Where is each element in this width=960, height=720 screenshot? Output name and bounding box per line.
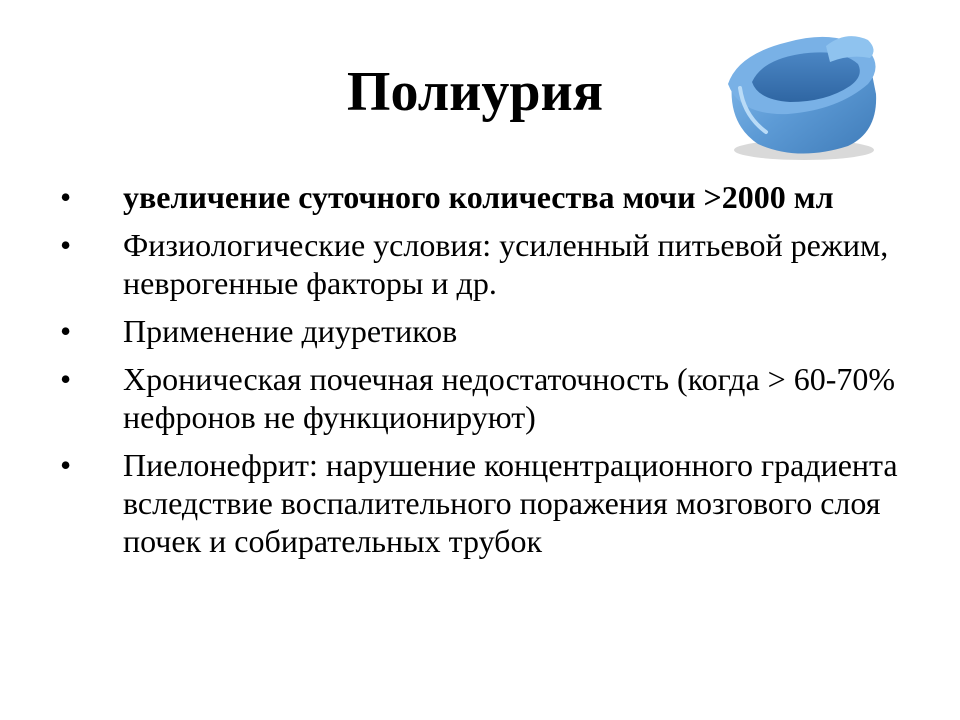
bullet-marker: • xyxy=(60,313,72,349)
bullet-text: Пиелонефрит: нарушение концентрационного градиента вследствие воспалительного поражения мозгового слоя почек и собирательных трубок xyxy=(123,447,898,559)
bullet-marker: • xyxy=(60,179,72,215)
bullet-text: Хроническая почечная недостаточность (когда > 60-70% нефронов не функционируют) xyxy=(123,361,895,435)
bullet-marker: • xyxy=(60,361,72,397)
bullet-item xyxy=(60,446,900,560)
bullet-item xyxy=(60,312,900,350)
bullet-marker: • xyxy=(60,447,72,483)
bullet-marker: • xyxy=(60,227,72,263)
potty-icon xyxy=(718,24,886,164)
bullet-text: Физиологические условия: усиленный питьевой режим, неврогенные факторы и др. xyxy=(123,227,889,301)
slide-title: Полиурия xyxy=(346,61,604,123)
bullet-item xyxy=(60,226,900,302)
bullet-item xyxy=(60,178,900,216)
bullet-list xyxy=(60,178,900,570)
bullet-item xyxy=(60,360,900,436)
bullet-text: Применение диуретиков xyxy=(123,313,458,349)
bullet-text: увеличение суточного количества мочи >2000 мл xyxy=(123,179,834,215)
